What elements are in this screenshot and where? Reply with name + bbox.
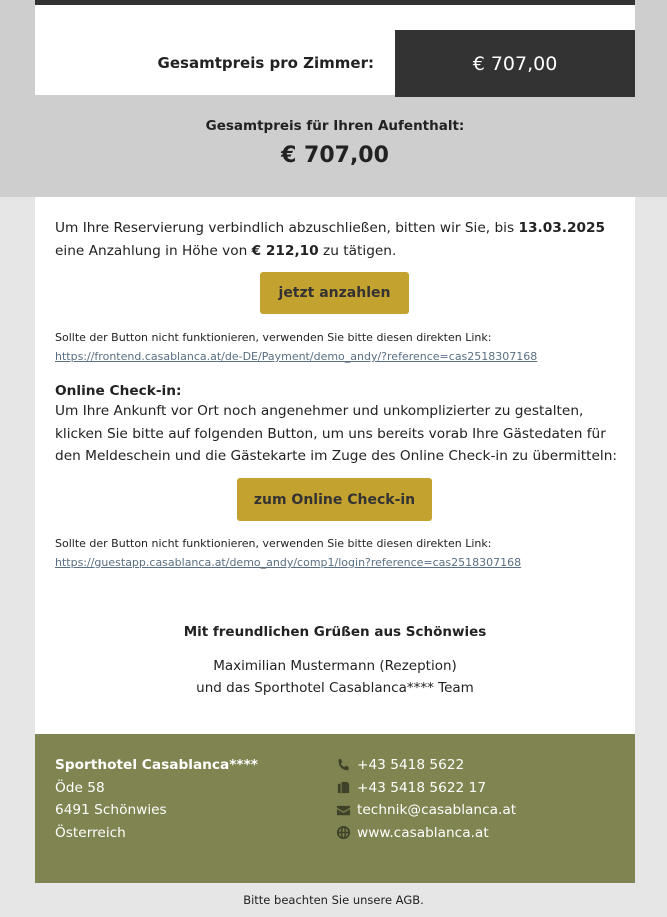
fax-number: +43 5418 5622 17 (357, 779, 487, 796)
total-price-label: Gesamtpreis für Ihren Aufenthalt: (205, 118, 465, 134)
price-per-room-label: Gesamtpreis pro Zimmer: (35, 30, 395, 95)
fax-icon (335, 780, 351, 796)
hotel-street: Öde 58 (55, 779, 105, 796)
online-checkin-heading: Online Check-in: (55, 383, 182, 399)
hotel-country: Österreich (55, 824, 126, 841)
email-content (35, 197, 635, 734)
deposit-date: 13.03.2025 (518, 220, 606, 236)
hotel-name: Sporthotel Casablanca**** (55, 757, 258, 773)
email-address: technik@casablanca.at (357, 802, 517, 818)
hotel-address (55, 754, 258, 844)
payment-fallback-text: Sollte der Button nicht funktionieren, verwenden Sie bitte diesen direkten Link: (55, 331, 492, 344)
phone-icon (335, 757, 351, 773)
checkin-direct-link[interactable]: https://guestapp.casablanca.at/demo_andy/comp1/login?reference=cas2518307168 (55, 556, 522, 569)
pay-deposit-button[interactable]: jetzt anzahlen (260, 272, 409, 314)
closing-signer: Maximilian Mustermann (Rezeption) (213, 658, 457, 674)
closing-greeting: Mit freundlichen Grüßen aus Schönwies (183, 624, 487, 640)
website-url: www.casablanca.at (357, 824, 489, 841)
top-spacer (35, 5, 635, 30)
deposit-paragraph: Um Ihre Reservierung verbindlich abzuschließen, bitten wir Sie, bis 13.03.2025 eine Anzahlung in Höhe von € 212,10 zu tätigen. (55, 220, 606, 259)
deposit-amount: € 212,10 (251, 242, 319, 259)
hotel-contact (335, 754, 516, 844)
contact-fax (335, 777, 516, 800)
globe-icon (335, 825, 351, 841)
contact-email[interactable] (335, 799, 516, 822)
contact-website[interactable] (335, 822, 516, 845)
envelope-icon (335, 802, 351, 818)
hotel-city: 6491 Schönwies (55, 802, 167, 818)
closing-team: und das Sporthotel Casablanca**** Team (196, 680, 474, 696)
online-checkin-text: Um Ihre Ankunft vor Ort noch angenehmer und unkomplizierter zu gestalten, klicken Sie bitte auf folgenden Button, um uns bereits vorab Ihre Gästedaten für den Meldeschein und die Gästekarte im Zuge des Online Check-in zu übermitteln: (55, 403, 617, 464)
price-per-room-value: € 707,00 (395, 30, 635, 97)
online-checkin-button[interactable]: zum Online Check-in (237, 478, 432, 521)
agb-notice[interactable]: Bitte beachten Sie unsere AGB. (243, 893, 424, 907)
payment-direct-link[interactable]: https://frontend.casablanca.at/de-DE/Payment/demo_andy/?reference=cas2518307168 (55, 350, 538, 363)
phone-number: +43 5418 5622 (357, 757, 465, 773)
total-price-value: € 707,00 (281, 143, 389, 168)
price-per-room-row (35, 30, 635, 97)
checkin-fallback-text: Sollte der Button nicht funktionieren, verwenden Sie bitte diesen direkten Link: (55, 537, 492, 550)
hotel-footer (35, 734, 635, 883)
contact-phone[interactable] (335, 754, 516, 777)
